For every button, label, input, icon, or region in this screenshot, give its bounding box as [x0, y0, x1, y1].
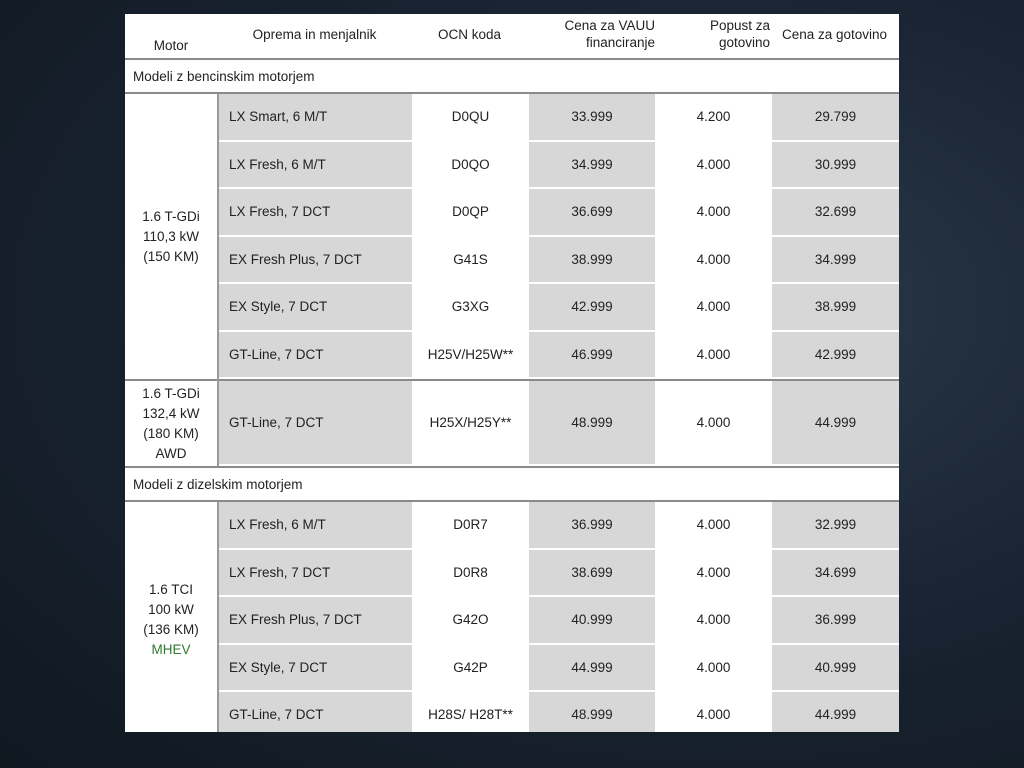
- engine-e1-line2: 110,3 kW: [142, 228, 200, 244]
- engine-e3-line2: 100 kW: [148, 602, 194, 617]
- cell-discount: 4.000: [655, 142, 770, 190]
- cell-trim: GT-Line, 7 DCT: [217, 332, 412, 380]
- header-oprema: Oprema in menjalnik: [252, 27, 377, 42]
- cell-ocn-code: H25X/H25Y**: [412, 381, 527, 466]
- cell-discount: 4.200: [655, 94, 770, 142]
- cell-discount: 4.000: [655, 332, 770, 380]
- cell-price-cash: 29.799: [770, 94, 899, 142]
- cell-price-vauu: 40.999: [527, 597, 655, 645]
- cell-discount: 4.000: [655, 550, 770, 598]
- cell-trim: EX Fresh Plus, 7 DCT: [217, 597, 412, 645]
- header-motor: Motor: [153, 38, 189, 53]
- cell-ocn-code: G41S: [412, 237, 527, 285]
- cell-discount: 4.000: [655, 597, 770, 645]
- cell-ocn-code: D0QP: [412, 189, 527, 237]
- cell-discount: 4.000: [655, 284, 770, 332]
- section-petrol: Modeli z bencinskim motorjem: [125, 60, 899, 92]
- cell-trim: EX Fresh Plus, 7 DCT: [217, 237, 412, 285]
- cell-ocn-code: H28S/ H28T**: [412, 692, 527, 732]
- cell-discount: 4.000: [655, 381, 770, 466]
- cell-price-vauu: 33.999: [527, 94, 655, 142]
- cell-ocn-code: D0R8: [412, 550, 527, 598]
- engine-e3-mhev: MHEV: [151, 642, 191, 657]
- table-row: [217, 332, 899, 380]
- cell-price-cash: 30.999: [770, 142, 899, 190]
- cell-price-vauu: 34.999: [527, 142, 655, 190]
- engine-e2-line4: AWD: [155, 445, 187, 461]
- header-cena-gotovino: Cena za gotovino: [781, 27, 888, 42]
- cell-discount: 4.000: [655, 502, 770, 550]
- price-table: [125, 14, 899, 732]
- cell-price-cash: 40.999: [770, 645, 899, 693]
- cell-discount: 4.000: [655, 692, 770, 732]
- cell-ocn-code: G42O: [412, 597, 527, 645]
- motor-column-divider: [217, 94, 219, 466]
- cell-price-cash: 34.699: [770, 550, 899, 598]
- table-row: [217, 284, 899, 332]
- cell-ocn-code: H25V/H25W**: [412, 332, 527, 380]
- table-row: [217, 237, 899, 285]
- cell-trim: LX Fresh, 7 DCT: [217, 189, 412, 237]
- cell-ocn-code: G42P: [412, 645, 527, 693]
- motor-column-divider: [217, 502, 219, 732]
- table-row: [217, 189, 899, 237]
- cell-trim: EX Style, 7 DCT: [217, 284, 412, 332]
- cell-trim: GT-Line, 7 DCT: [217, 692, 412, 732]
- cell-trim: LX Smart, 6 M/T: [217, 94, 412, 142]
- section-diesel: Modeli z dizelskim motorjem: [125, 468, 899, 500]
- engine-e3: [125, 502, 217, 732]
- cell-price-cash: 44.999: [770, 381, 899, 466]
- cell-trim: LX Fresh, 7 DCT: [217, 550, 412, 598]
- cell-price-cash: 44.999: [770, 692, 899, 732]
- header-popust-line2: gotovino: [718, 35, 770, 50]
- cell-price-vauu: 36.699: [527, 189, 655, 237]
- engine-e2-line1: 1.6 T-GDi: [142, 385, 200, 401]
- header-popust-line1: Popust za: [709, 18, 770, 33]
- table-row: [217, 381, 899, 466]
- cell-discount: 4.000: [655, 237, 770, 285]
- engine-e2-line3: (180 KM): [143, 425, 199, 441]
- engine-e2-line2: 132,4 kW: [142, 405, 200, 421]
- table-header: [125, 14, 899, 60]
- table-row: [217, 502, 899, 550]
- cell-price-vauu: 38.699: [527, 550, 655, 598]
- cell-price-cash: 32.999: [770, 502, 899, 550]
- cell-ocn-code: D0R7: [412, 502, 527, 550]
- cell-price-vauu: 46.999: [527, 332, 655, 380]
- engine-e1-line1: 1.6 T-GDi: [142, 208, 200, 224]
- cell-price-vauu: 48.999: [527, 692, 655, 732]
- cell-price-vauu: 48.999: [527, 381, 655, 466]
- cell-trim: LX Fresh, 6 M/T: [217, 142, 412, 190]
- table-row: [217, 597, 899, 645]
- table-row: [217, 142, 899, 190]
- cell-ocn-code: D0QO: [412, 142, 527, 190]
- cell-discount: 4.000: [655, 189, 770, 237]
- header-ocn: OCN koda: [437, 27, 502, 42]
- cell-discount: 4.000: [655, 645, 770, 693]
- header-popust: [655, 14, 770, 58]
- cell-price-vauu: 44.999: [527, 645, 655, 693]
- engine-e1-line3: (150 KM): [143, 248, 199, 264]
- header-cena-vauu: [527, 14, 655, 58]
- header-cena-vauu-line2: financiranje: [585, 35, 655, 50]
- cell-price-cash: 42.999: [770, 332, 899, 380]
- cell-price-vauu: 38.999: [527, 237, 655, 285]
- cell-ocn-code: G3XG: [412, 284, 527, 332]
- cell-trim: EX Style, 7 DCT: [217, 645, 412, 693]
- table-row: [217, 645, 899, 693]
- engine-e3-line1: 1.6 TCI: [148, 582, 194, 597]
- cell-price-vauu: 42.999: [527, 284, 655, 332]
- cell-trim: LX Fresh, 6 M/T: [217, 502, 412, 550]
- cell-price-vauu: 36.999: [527, 502, 655, 550]
- table-row: [217, 692, 899, 732]
- table-row: [217, 94, 899, 142]
- header-cena-vauu-line1: Cena za VAUU: [564, 18, 655, 33]
- cell-price-cash: 32.699: [770, 189, 899, 237]
- table-row: [217, 550, 899, 598]
- engine-e2: [125, 381, 217, 466]
- cell-ocn-code: D0QU: [412, 94, 527, 142]
- engine-e3-line3: (136 KM): [143, 622, 199, 637]
- engine-e1: [125, 94, 217, 379]
- cell-trim: GT-Line, 7 DCT: [217, 381, 412, 466]
- cell-price-cash: 36.999: [770, 597, 899, 645]
- cell-price-cash: 34.999: [770, 237, 899, 285]
- cell-price-cash: 38.999: [770, 284, 899, 332]
